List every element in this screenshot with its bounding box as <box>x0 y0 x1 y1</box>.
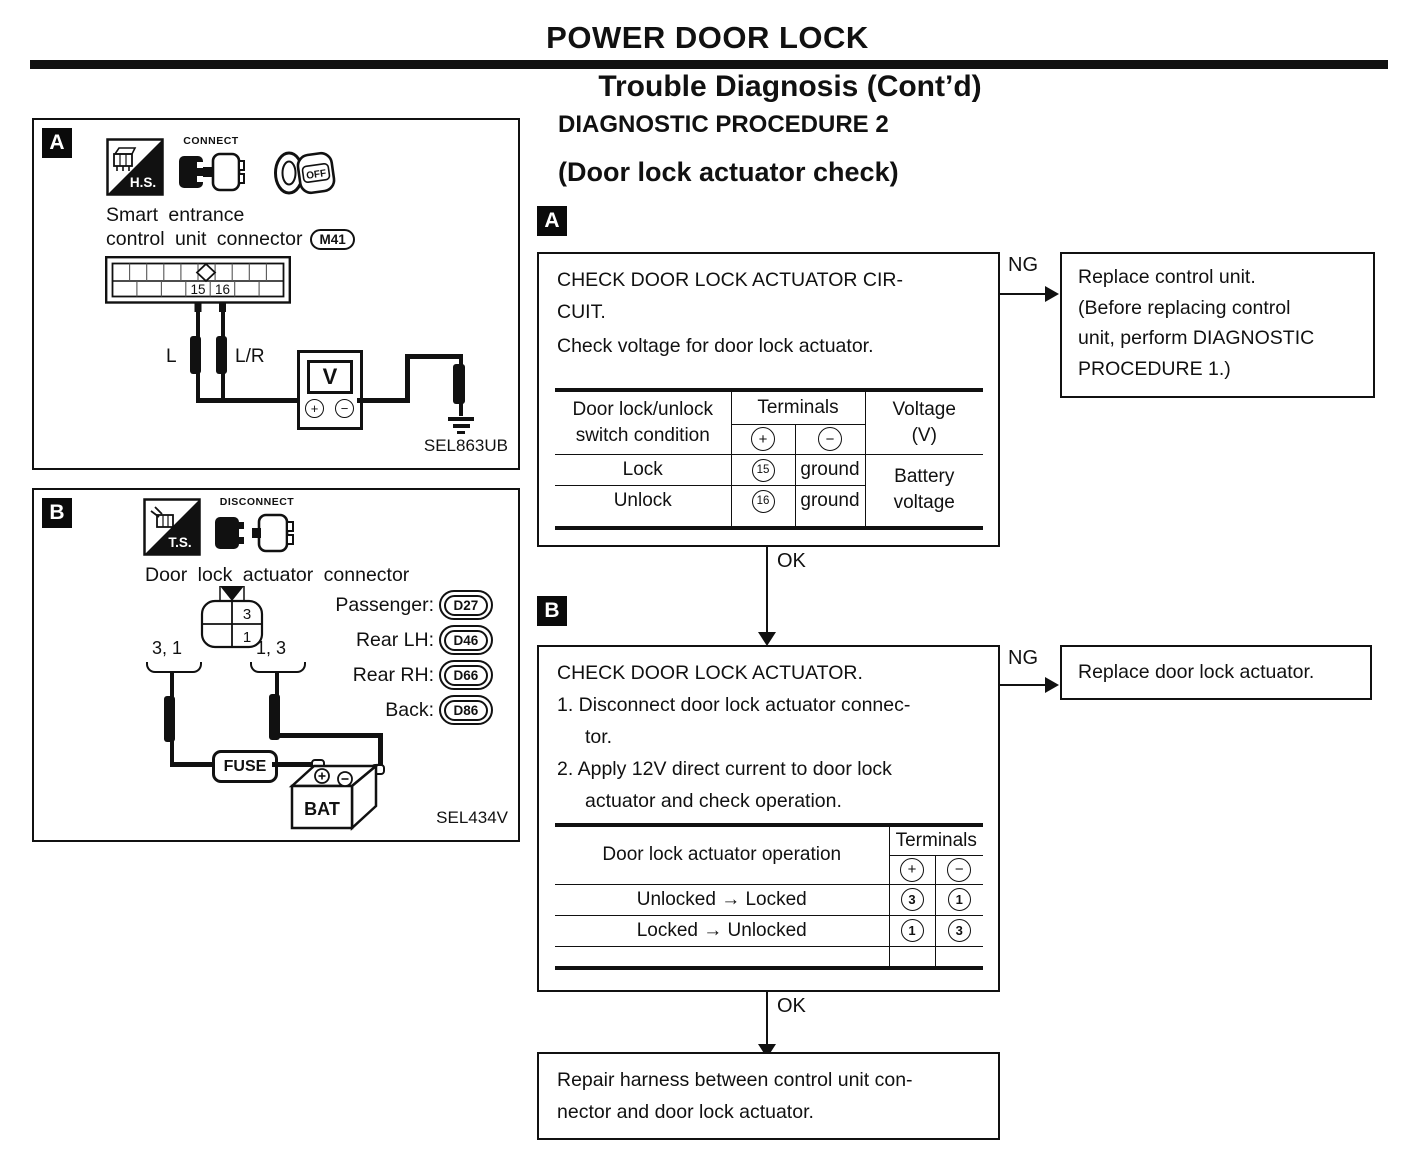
title-rule <box>30 60 1388 69</box>
figure-a-marker: A <box>42 128 72 158</box>
wire-left-label: L <box>166 346 177 367</box>
ok-label-2: OK <box>777 995 806 1017</box>
operation-cell: Locked → Unlocked <box>555 915 889 946</box>
ng-connector-line <box>1000 684 1047 686</box>
flow-step-b-marker: B <box>537 596 567 626</box>
ok-arrowhead <box>758 632 776 646</box>
ng-label-2: NG <box>1008 647 1038 669</box>
circled-pin-1: 1 <box>901 919 924 942</box>
ng-arrowhead <box>1045 286 1059 302</box>
wire <box>196 398 299 403</box>
svg-text:BAT: BAT <box>304 799 340 819</box>
rear-lh-label: Rear LH: <box>355 629 434 651</box>
ok-connector-line <box>766 992 768 1046</box>
voltmeter <box>297 350 363 430</box>
battery-icon <box>288 756 390 834</box>
table-row: Lock 15 ground Battery voltage <box>555 454 983 485</box>
disconnect-plug-icon <box>215 509 295 557</box>
result-a-line: unit, perform DIAGNOSTIC <box>1078 327 1315 349</box>
flow-step-a-box <box>537 252 1000 547</box>
flow-step-b-box <box>537 645 1000 992</box>
final-line: Repair harness between control unit con- <box>557 1069 913 1091</box>
terminals-header: Terminals <box>889 825 983 855</box>
svg-text:T.S.: T.S. <box>168 535 192 550</box>
minus-terminal-icon: − <box>947 858 971 882</box>
circled-pin-3: 3 <box>948 919 971 942</box>
ng-label-1: NG <box>1008 254 1038 276</box>
ignition-key-off-icon <box>272 144 340 202</box>
svg-text:15: 15 <box>190 282 206 297</box>
voltage-value: Battery <box>894 466 955 488</box>
operation-cell: Unlocked → Locked <box>555 884 889 915</box>
ts-tool-icon <box>143 498 201 556</box>
figure-b <box>32 488 520 842</box>
result-b-text: Replace door lock actuator. <box>1078 661 1315 683</box>
probe <box>190 336 201 374</box>
result-a-box <box>1060 252 1375 398</box>
figure-a-ref-code: SEL863UB <box>423 436 508 455</box>
condition-cell: Lock <box>555 454 731 485</box>
ng-arrowhead <box>1045 677 1059 693</box>
page-title: POWER DOOR LOCK <box>546 20 869 55</box>
final-line: nector and door lock actuator. <box>557 1101 814 1123</box>
actuator-operation-table <box>555 823 983 970</box>
probe <box>216 336 227 374</box>
ground-cell: ground <box>795 485 865 516</box>
step-a-title-line2: CUIT. <box>557 301 606 323</box>
step-a-title-line1: CHECK DOOR LOCK ACTUATOR CIR- <box>557 269 903 291</box>
voltmeter-display: V <box>307 360 353 394</box>
connector-badge-rear-lh: D46 <box>439 625 493 655</box>
brace <box>146 662 202 673</box>
minus-terminal-icon: − <box>818 427 842 451</box>
voltmeter-minus-terminal: − <box>335 399 354 418</box>
passenger-label: Passenger: <box>335 594 434 616</box>
condition-cell: Unlock <box>555 485 731 516</box>
ground-icon <box>448 417 474 421</box>
control-unit-connector-grid <box>105 256 291 312</box>
step-b-line: tor. <box>585 726 613 748</box>
wire <box>170 762 214 767</box>
svg-text:OFF: OFF <box>305 168 327 182</box>
result-a-line: (Before replacing control <box>1078 296 1291 319</box>
table-row <box>555 915 983 946</box>
voltage-header: Voltage <box>892 398 956 420</box>
figure-b-caption: Door lock actuator connector <box>145 564 410 586</box>
step-a-body: Check voltage for door lock actuator. <box>557 335 874 357</box>
figure-a-caption-line1: Smart entrance <box>106 204 245 226</box>
circled-pin-15: 15 <box>752 459 775 482</box>
wire-right-label: L/R <box>235 346 265 367</box>
circled-pin-16: 16 <box>752 490 775 513</box>
wire <box>405 354 463 359</box>
step-b-title: CHECK DOOR LOCK ACTUATOR. <box>557 662 863 684</box>
svg-text:3: 3 <box>242 606 252 623</box>
plus-terminal-icon: + <box>900 858 924 882</box>
circled-pin-1: 1 <box>948 888 971 911</box>
svg-text:16: 16 <box>214 282 231 297</box>
circled-pin-3: 3 <box>901 888 924 911</box>
table-row <box>555 884 983 915</box>
probe <box>164 696 175 742</box>
ok-label-1: OK <box>777 550 806 572</box>
result-a-line: PROCEDURE 1.) <box>1078 357 1231 380</box>
plus-terminal-icon: + <box>751 427 775 451</box>
figure-a-caption-line2 <box>106 228 355 251</box>
flow-step-a-marker: A <box>537 206 567 236</box>
disconnect-label: DISCONNECT <box>219 496 295 508</box>
left-pin-group-label: 3, 1 <box>152 638 183 658</box>
connector-badge-rear-rh: D66 <box>439 660 493 690</box>
figure-b-marker: B <box>42 498 72 528</box>
procedure-title: DIAGNOSTIC PROCEDURE 2 <box>558 111 889 138</box>
figure-a-caption-text: control unit connector <box>106 228 303 250</box>
connect-label: CONNECT <box>183 135 239 147</box>
svg-text:H.S.: H.S. <box>129 175 157 190</box>
ng-connector-line <box>1000 293 1047 295</box>
right-pin-group-label: 1, 3 <box>256 638 287 658</box>
table-filler-row <box>555 946 983 968</box>
wire <box>357 398 409 403</box>
step-b-line: 1. Disconnect door lock actuator connec- <box>557 694 911 716</box>
ground-icon <box>453 424 470 428</box>
table-row <box>555 825 983 855</box>
terminals-header: Terminals <box>731 390 865 424</box>
wire <box>405 356 410 403</box>
back-label: Back: <box>385 699 434 721</box>
figure-b-ref-code: SEL434V <box>436 808 508 827</box>
final-action-box <box>537 1052 1000 1140</box>
connector-badge-back: D86 <box>439 695 493 725</box>
connector-id-badge: M41 <box>310 229 354 250</box>
fuse-box: FUSE <box>212 750 278 783</box>
ground-cell: ground <box>795 454 865 485</box>
figure-a <box>32 118 520 470</box>
result-a-line: Replace control unit. <box>1078 266 1256 288</box>
col1-header: Door lock/unlock <box>572 398 713 420</box>
ok-connector-line <box>766 547 768 634</box>
voltmeter-plus-terminal: + <box>305 399 324 418</box>
step-b-line: 2. Apply 12V direct current to door lock <box>557 758 892 780</box>
rear-rh-label: Rear RH: <box>352 664 434 686</box>
procedure-subtitle: (Door lock actuator check) <box>558 157 899 187</box>
wire <box>275 733 382 738</box>
connect-plug-icon <box>177 149 247 195</box>
ground-icon <box>457 431 465 434</box>
operation-header: Door lock actuator operation <box>602 844 842 866</box>
table-row: Door lock/unlock switch condition Terminals Voltage (V) <box>555 390 983 424</box>
voltage-table <box>555 388 983 530</box>
step-b-line: actuator and check operation. <box>585 790 842 812</box>
result-b-box <box>1060 645 1372 700</box>
connector-badge-passenger: D27 <box>439 590 493 620</box>
probe <box>453 364 465 404</box>
section-title: Trouble Diagnosis (Cont’d) <box>598 70 982 103</box>
hs-tool-icon <box>106 138 164 196</box>
svg-text:1: 1 <box>242 629 252 646</box>
